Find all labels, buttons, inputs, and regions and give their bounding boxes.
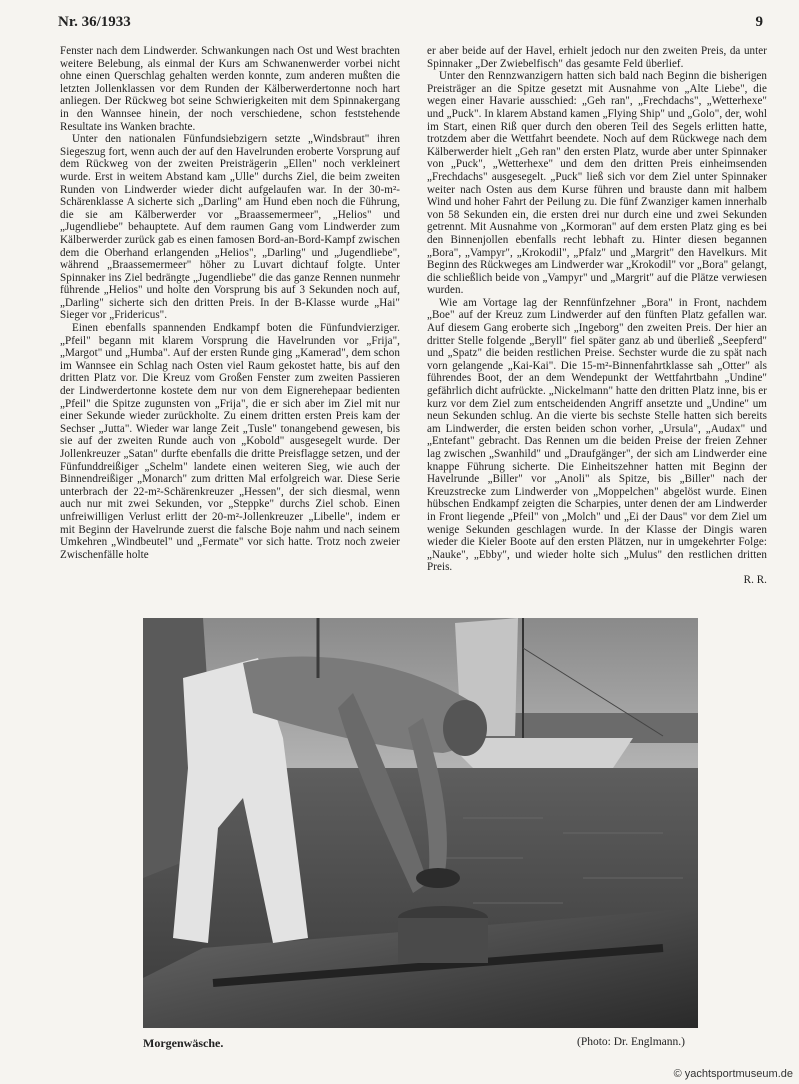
photograph — [143, 618, 698, 1028]
article-column-left — [60, 45, 400, 561]
page-number: 9 — [755, 14, 763, 30]
paragraph: Wie am Vortage lag der Rennfünfzehner „Bora" in Front, nachdem „Boe" auf der Kreuz zum Lindwerder auf den fünften Platz gefallen war. Auf diesem Gang eroberte sich „Ingeborg" den zweiten Preis. Der hier an dritter Stelle folgende „Beryll" fiel später ganz ab und überließ „Seepferd" und „Spatz" die beiden restlichen Preise. Sechster wurde die zu spät nach vorn gelangende „Kai-Kai". Die 15-m²-Binnenfahrtklasse sah „Otter" als führendes Boot, der an dem Wendepunkt der Wettfahrtbahn „Undine" gefährlich dicht aufrückte. „Nickelmann" hatte den dritten Platz inne, bis er kurz vor dem Ziel zum entscheidenden Angriff ansetzte und „Undine" um neun Sekunden schlug. An die vierte bis sechste Stelle hatten sich bereits am Lindwerder, die ersten beiden schon vorher, „Ursula", „Audax" und „Entefant" gebracht. Das Rennen um die beiden Preise der freien Zehner lag zwischen „Swanhild" und „Draufgänger", der sich am Lindwerder eine knappe Führung sicherte. Die Einheitszehner hatten mit Beginn der Havelrunde „Biller" vor „Anoli" als Spitze, bis „Biller" nach der Kreuzstrecke zum Lindwerder von „Moppelchen" abgelöst wurde. Einen hübschen Endkampf zeigten die Scharpies, unter denen der am Lindwerder in Front liegende „Pfeil" von „Molch" und „Ei der Daus" vor dem Ziel um wenige Sekunden geschlagen wurde. In der Klasse der Dingis waren wieder die Kieler Boote auf den ersten Plätzen, nur in umgekehrter Folge: „Nauke", „Ebby", und wieder holte sich „Mulus" den restlichen dritten Preis. — [427, 296, 767, 574]
paragraph: Unter den nationalen Fünfundsiebzigern setzte „Windsbraut" ihren Siegeszug fort, wenn auch der auf den Havelrunden eroberte Vorsprung auf dem Rückweg von der zweiten Preisträgerin „Ellen" noch verkleinert wurde. Erst in weitem Abstand kam „Ulle" durchs Ziel, die beim zweiten Runden von Lindwerder wieder dicht aufgelaufen war. In der 30-m²-Schärenklasse A sicherte sich „Darling" am Hund eben noch die Führung, die sie am Kälberwerder vor „Braassemermeer", „Helios" und „Jugendliebe" behauptete. Auf dem raumen Gang vom Lindwerder zum Kälberwerder zurück gab es einen famosen Bord-an-Bord-Kampf zwischen dem die Oberhand erlangenden „Helios", „Darling" und „Jugendliebe", während „Braassemermeer" höher zu Luvart dichtauf folgte. Unter Spinnaker ins Ziel bedrängte „Jugendliebe" die das ganze Rennen nunmehr führende „Helios" und holte den Vorsprung bis auf 3 Sekunden noch auf, „Darling" sicherte sich den dritten Preis. In der B-Klasse wurde „Hai" Sieger vor „Fridericus". — [60, 133, 400, 322]
article-column-right — [427, 45, 767, 587]
photo-credit: (Photo: Dr. Englmann.) — [577, 1036, 685, 1048]
bucket — [398, 918, 488, 963]
issue-number: Nr. 36/1933 — [58, 14, 131, 30]
author-signature: R. R. — [743, 573, 767, 586]
paragraph: er aber beide auf der Havel, erhielt jedoch nur den zweiten Preis, da unter Spinnaker „Der Zwiebelfisch" das gesamte Feld überlief. — [427, 45, 767, 70]
watermark: © yachtsportmuseum.de — [673, 1068, 793, 1080]
brush — [416, 868, 460, 888]
photo-caption: Morgenwäsche. — [143, 1036, 224, 1050]
man-head — [443, 700, 487, 756]
photo-illustration — [143, 618, 698, 1028]
paragraph: Fenster nach dem Lindwerder. Schwankungen nach Ost und West brachten weitere Belebung, als einmal der Kurs am Schwanenwerder vorbei nicht ohne einen Querschlag gehalten werden konnte, zum anderen mußten die letzten Jollenklassen vor dem Runden der Kälberwerdertonne noch hart anliegen. Der Rückweg bot seine Schwierigkeiten mit dem Spinnakergang in den Wannsee hinein, der noch verschiedene, schon feststehende Resultate ins Wanken brachte. — [60, 45, 400, 133]
paragraph: Unter den Rennzwanzigern hatten sich bald nach Beginn die bisherigen Preisträger an die Spitze gesetzt mit Ausnahme von „Alte Liebe", die wegen einer Havarie ausschied: „Geh ran", „Frechdachs", „Wetterhexe" und „Puck". In klarem Abstand kamen „Flying Ship" und „Golo", der, wohl im Start, einen Riß quer durch den oberen Teil des Segels erlitten hatte, trotzdem aber die Wettfahrt beendete. Noch auf dem Rückwege nach dem Kälberwerder hielt „Geh ran" den ersten Platz, wurde aber unter Spinnaker von „Puck", „Wetterhexe" und dem den dritten Preis einheimsenden „Frechdachs" ausgesegelt. „Puck" ließ sich vor dem Ziel unter Spinnaker weiter nach Osten aus dem Kurse führen und brauste dann mit halbem Wind und hoher Fahrt der Peilung zu. Die fünf Zwanziger kamen innerhalb von 58 Sekunden ein, die ersten drei nur durch eine und zwei Sekunden getrennt. Mit Ausnahme von „Kormoran" auf dem ersten Platz ging es bei den Binnenjollen ebenfalls recht lebhaft zu. Hinter diesen begannen „Bora", „Vampyr", „Krokodil", „Pfalz" und „Margrit" den Havelkurs. Mit Beginn des Rückweges am Lindwerder war „Krokodil" vor „Bora" gelangt, die schließlich beide von „Vampyr" und „Margrit" auf die Plätze verwiesen wurden. — [427, 70, 767, 297]
page-header — [58, 14, 763, 34]
paragraph: Einen ebenfalls spannenden Endkampf boten die Fünfundvierziger. „Pfeil" begann mit klarem Vorsprung die Havelrunden vor „Frija", „Margot" und „Humba". Auf der ersten Runde ging „Kamerad", dem schon im Wannsee ein Schlag nach Osten viel Raum gekostet hatte, bis auf den dritten Platz vor. Die Kreuz vom Großen Fenster zum zweiten Passieren der Lindwerdertonne kostete dem nur von dem Eignerehepaar bedienten „Pfeil" die Spitze zugunsten von „Frija", die er sich aber im Ziel mit nur einer Sekunde wieder zurückholte. Zu einem dritten ersten Preis kam der Sechser „Jutta". Wieder war lange Zeit „Tusle" tonangebend gewesen, bis sie auf der zweiten Runde auch von „Kobold" ausgesegelt wurde. Der Jollenkreuzer „Satan" durfte ebenfalls die dritte Preisflagge setzen, und der Fünfunddreißiger „Schelm" landete einen weiteren Sieg, wie auch der Binnendreißiger „Monarch" zum dritten Mal erfolgreich war. Diese Serie unterbrach der 22-m²-Schärenkreuzer „Hessen", der sich diesmal, wenn auch nur mit zwei Sekunden, vor „Steppke" durchs Ziel schob. Einen unfreiwilligen Verlust erlitt der 20-m²-Jollenkreuzer „Libelle", indem er mit Beginn der Havelrunde zuerst die falsche Boje nahm und nach seinem Umkehren „Windbeutel" und „Fermate" vor sich hatte. Trotz noch zweier Zwischenfälle holte — [60, 322, 400, 561]
